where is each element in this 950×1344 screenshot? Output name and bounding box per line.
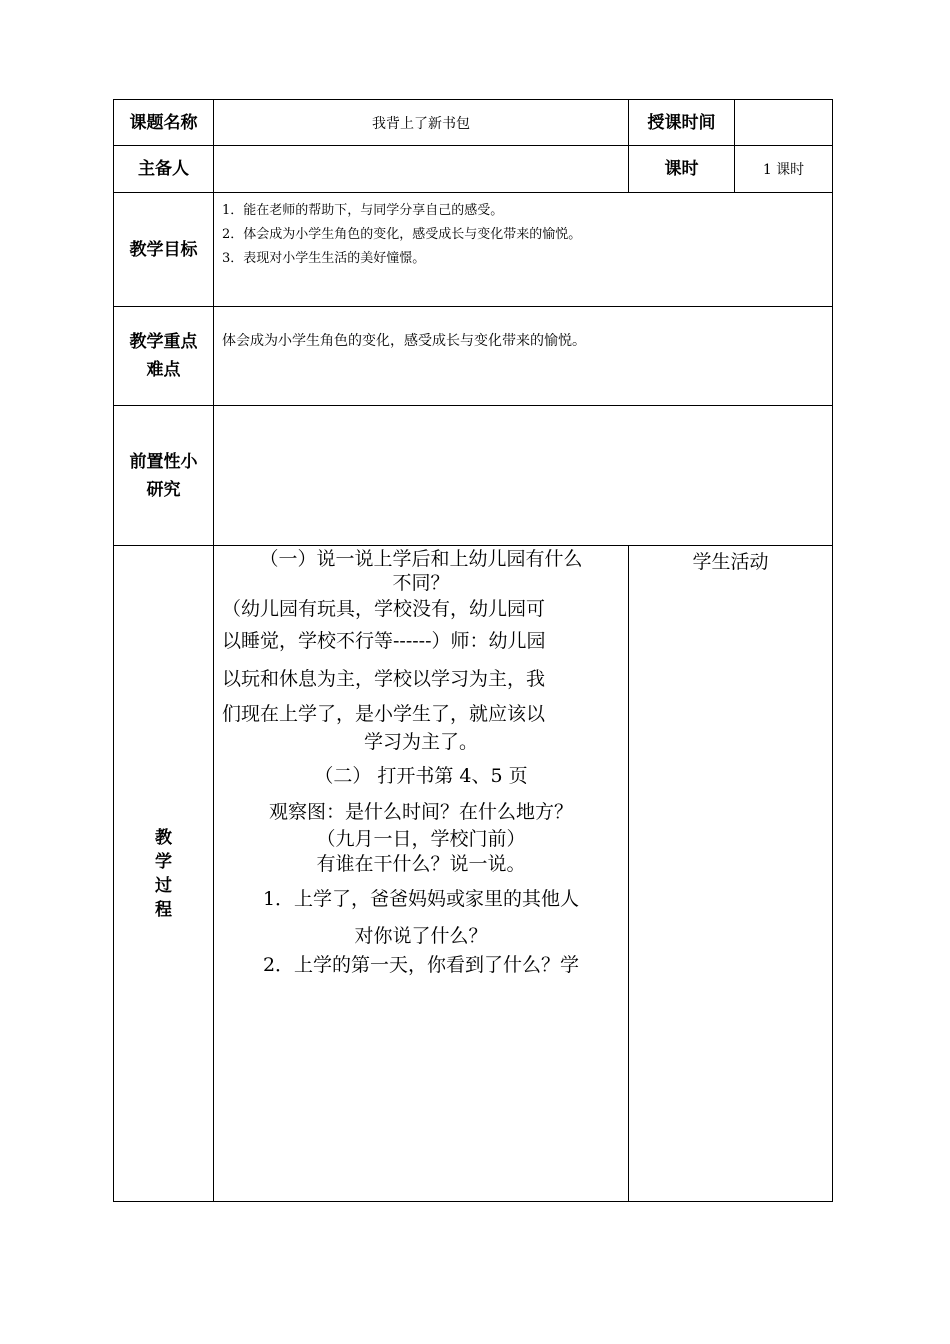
process-line: （九月一日，学校门前）: [316, 828, 526, 850]
process-label-char: 学: [155, 851, 172, 872]
process-line: 以睡觉，学校不行等------）师：幼儿园: [222, 630, 546, 652]
process-label-char: 教: [155, 827, 172, 848]
process-line: 以玩和休息为主，学校以学习为主，我: [222, 668, 546, 690]
hours-label: 课时: [629, 146, 735, 193]
process-line: 学习为主了。: [363, 731, 478, 753]
lesson-plan-table: [113, 99, 833, 1202]
process-line: （二） 打开书第 4、5 页: [314, 765, 528, 787]
process-label-char: 程: [155, 899, 172, 920]
student-activity-column: [629, 546, 833, 1202]
goals-row: [114, 193, 833, 307]
goal-item: 1．能在老师的帮助下，与同学分享自己的感受。: [222, 203, 504, 218]
process-line: （一）说一说上学后和上幼儿园有什么: [259, 548, 583, 570]
process-line: 1．上学了，爸爸妈妈或家里的其他人: [262, 888, 580, 910]
pre-study-value: [214, 406, 833, 546]
pre-study-label-line1: 前置性小: [129, 451, 198, 472]
process-line: 不同？: [392, 572, 450, 594]
key-points-value: 体会成为小学生角色的变化，感受成长与变化带来的愉悦。: [214, 307, 833, 406]
student-activity-header: 学生活动: [692, 551, 769, 573]
process-row: [114, 546, 833, 1202]
key-points-label-line2: 难点: [146, 360, 181, 380]
topic-label: 课题名称: [114, 100, 214, 146]
key-points-row: [114, 307, 833, 406]
goal-item: 2．体会成为小学生角色的变化，感受成长与变化带来的愉悦。: [222, 227, 582, 242]
time-label: 授课时间: [629, 100, 735, 146]
time-value: [735, 100, 833, 146]
goal-item: 3．表现对小学生生活的美好憧憬。: [222, 251, 426, 266]
process-line: 2．上学的第一天，你看到了什么？学: [262, 954, 580, 976]
process-line: 们现在上学了，是小学生了，就应该以: [222, 703, 546, 725]
process-line: （幼儿园有玩具，学校没有，幼儿园可: [222, 598, 546, 620]
preparer-row: [114, 146, 833, 193]
topic-value: 我背上了新书包: [214, 100, 629, 146]
pre-study-label: [114, 406, 214, 546]
goals-label: 教学目标: [114, 193, 214, 307]
preparer-label: 主备人: [114, 146, 214, 193]
process-line: 对你说了什么？: [354, 925, 488, 947]
title-row: [114, 100, 833, 146]
process-line: 有谁在干什么？说一说。: [316, 853, 526, 875]
pre-study-row: [114, 406, 833, 546]
preparer-value: [214, 146, 629, 193]
process-line: 观察图：是什么时间？在什么地方？: [268, 801, 573, 823]
key-points-label-line1: 教学重点: [129, 332, 198, 352]
hours-value: 1 课时: [735, 146, 833, 193]
pre-study-label-line2: 研究: [146, 479, 181, 500]
key-points-label: [114, 307, 214, 406]
process-content: [214, 546, 629, 1202]
process-label-char: 过: [155, 875, 172, 896]
goals-content: [214, 193, 833, 307]
process-label: [114, 546, 214, 1202]
